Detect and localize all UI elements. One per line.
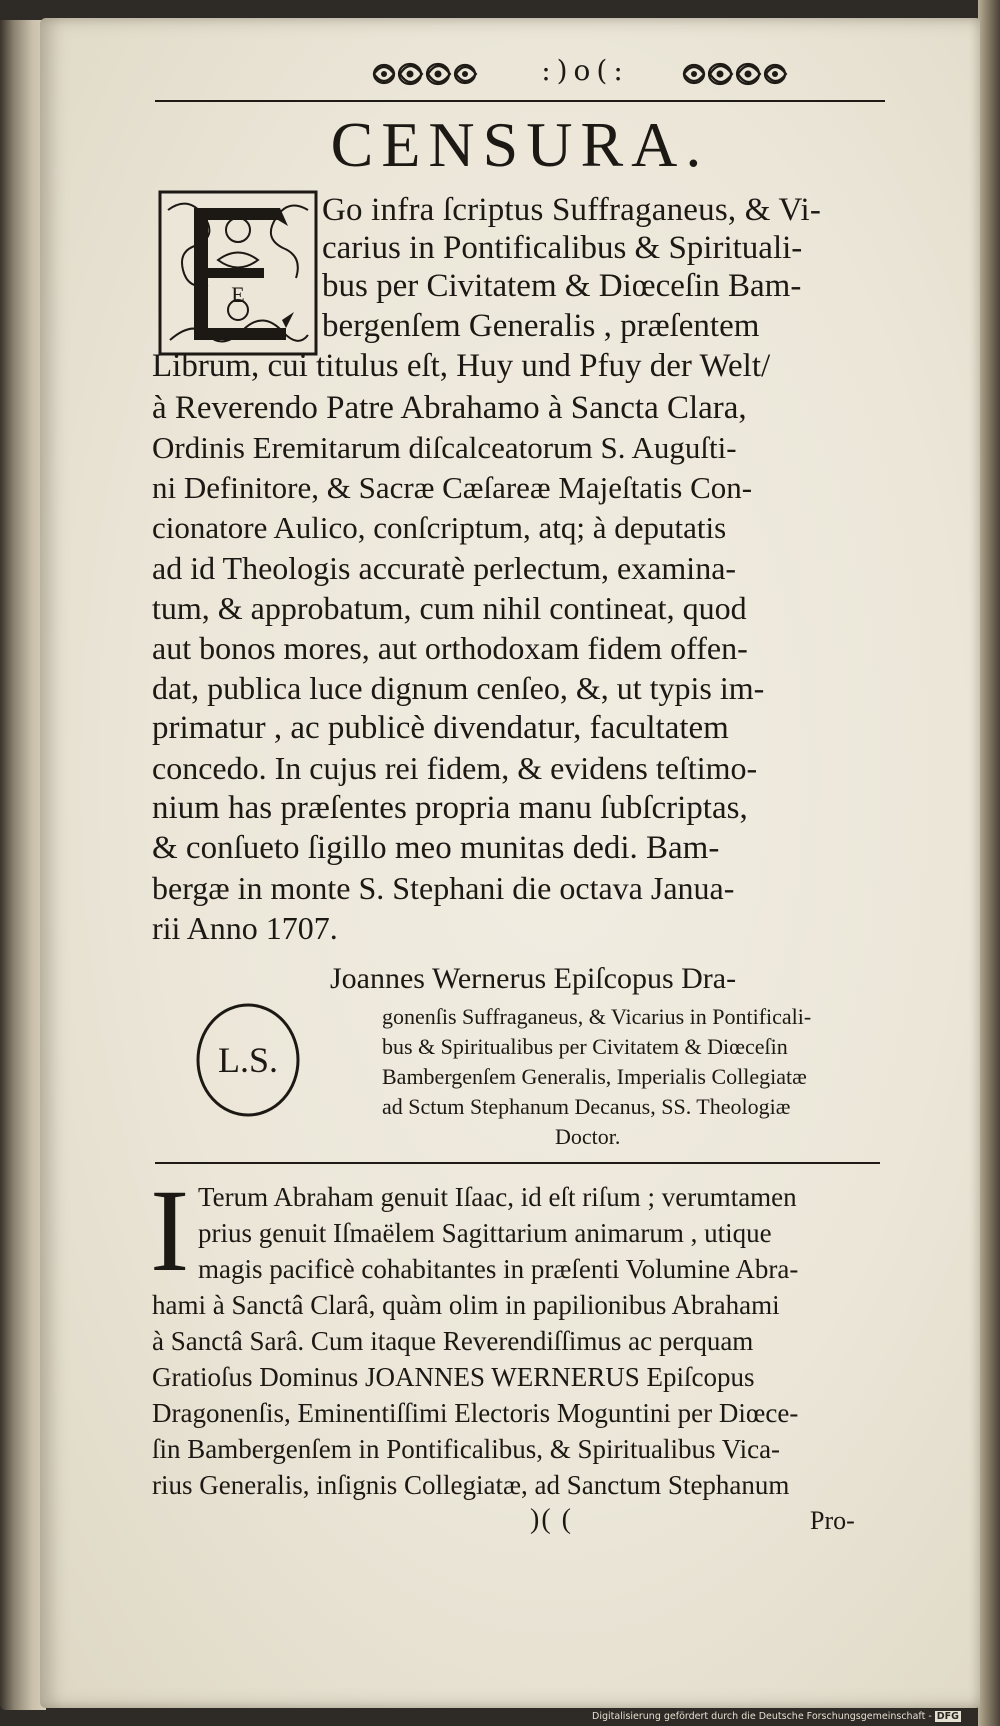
paragraph-line: Gratioſus Dominus JOANNES WERNERUS Epiſcopus [152,1362,755,1392]
paragraph-line: ſin Bambergenſem in Pontificalibus, & Spiritualibus Vica- [152,1434,781,1464]
credit-text: Digitalisierung gefördert durch die Deutsche Forschungsgemeinschaft - [592,1711,932,1722]
right-page-edge [978,0,1000,1726]
signature-line: ad Sctum Stephanum Decanus, SS. Theologiæ [382,1094,791,1119]
signature-line: Bambergenſem Generalis, Imperialis Collegiatæ [382,1064,807,1089]
censura-line: cionatore Aulico, conſcriptum, atq; à deputatis [152,510,727,545]
censura-line: nium has præſentes propria manu ſubſcriptas, [152,790,748,826]
paragraph-line: rius Generalis, inſignis Collegiatæ, ad Sanctum Stephanum [152,1470,790,1500]
headpiece-mark: :)o(: [541,54,629,87]
censura-line: Go infra ſcriptus Suffraganeus, & Vi- [322,192,822,228]
censura-line: carius in Pontificalibus & Spirituali- [322,230,803,266]
censura-line: ad id Theologis accuratè perlectum, examina- [152,550,737,586]
censura-line: rii Anno 1707. [152,910,338,946]
censura-line: & conſueto ſigillo meo munitas dedi. Bam- [152,830,720,866]
censura-line: bergenſem Generalis , præſentem [322,308,760,344]
head-rule [155,100,885,102]
paragraph-line: prius genuit Iſmaëlem Sagittarium animarum , utique [198,1218,772,1248]
decorated-initial-e [158,190,318,356]
paragraph-line: Terum Abraham genuit Iſaac, id eſt riſum ; verumtamen [198,1182,797,1212]
paragraph-line: magis pacificè cohabitantes in præſenti Volumine Abra- [198,1254,799,1284]
censura-line: à Reverendo Patre Abrahamo à Sancta Clara, [152,390,747,426]
seal-text: L.S. [217,1040,279,1080]
censura-line: Ordinis Eremitarum diſcalceatorum S. Auguſti- [152,430,737,465]
section-rule [155,1162,880,1164]
censura-line: concedo. In cujus rei fidem, & evidens teſtimo- [152,750,758,786]
signature-mark: )( ( [530,1504,573,1535]
censura-line: dat, publica luce dignum cenſeo, &, ut typis im- [152,670,765,706]
censura-line: tum, & approbatum, cum nihil contineat, quod [152,590,747,626]
dfg-logo: DFG [936,1711,959,1722]
censura-line: aut bonos mores, aut orthodoxam fidem offen- [152,630,748,666]
censura-line: bergæ in monte S. Stephani die octava Janua- [152,870,735,906]
drop-initial-i: I [150,1165,190,1296]
signature-line: Doctor. [555,1124,621,1149]
censura-line: ni Definitore, & Sacræ Cæſareæ Majeſtatis Con- [152,470,753,505]
paragraph-line: hami à Sanctâ Clarâ, quàm olim in papilionibus Abrahami [152,1290,780,1320]
ls-seal [193,1000,303,1120]
digitization-credit [592,1711,961,1722]
censura-line: primatur , ac publicè divendatur, facultatem [152,710,729,746]
paragraph-line: Dragonenſis, Eminentiſſimi Electoris Moguntini per Diœce- [152,1398,799,1428]
initial-letter: E [231,282,245,307]
paragraph-line: à Sanctâ Sarâ. Cum itaque Reverendiſſimus ac perquam [152,1326,754,1356]
page-title: CENSURA. [330,109,710,180]
signature-line: gonenſis Suffraganeus, & Vicarius in Pontificali- [382,1004,812,1029]
floral-ornament-icon [680,58,790,90]
censura-line: Librum, cui titulus eſt, Huy und Pfuy der Welt/ [152,348,771,384]
signature-name: Joannes Wernerus Epiſcopus Dra- [330,962,737,995]
censura-line: bus per Civitatem & Diœceſin Bam- [322,268,802,304]
catchword: Pro- [810,1506,855,1535]
floral-ornament-icon [370,58,480,90]
signature-line: bus & Spiritualibus per Civitatem & Diœceſin [382,1034,788,1059]
